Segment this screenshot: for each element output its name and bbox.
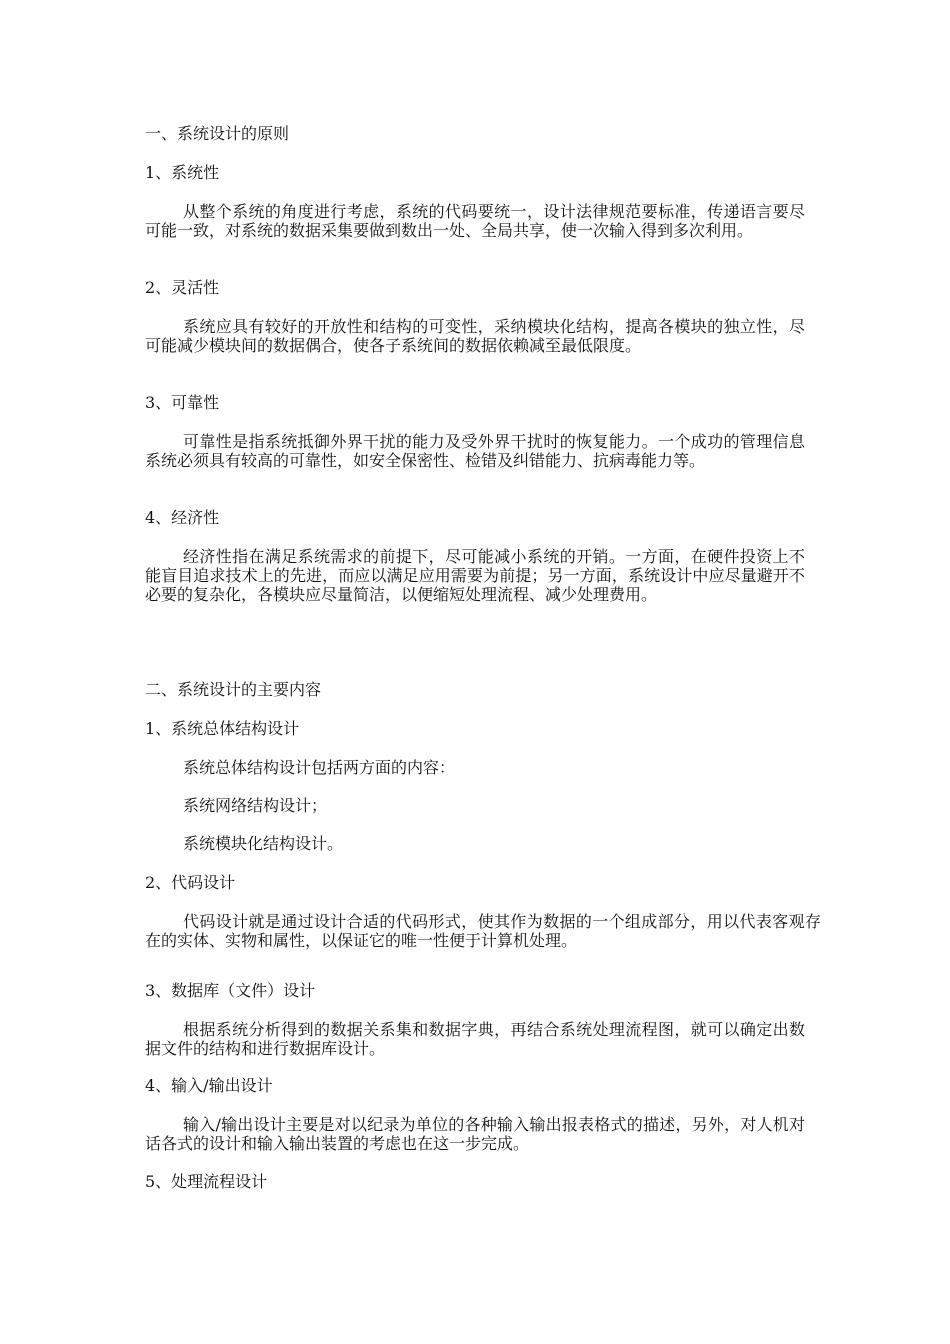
paragraph-flexibility: 系统应具有较好的开放性和结构的可变性，采纳模块化结构，提高各模块的独立性，尽可能减少模块间的数据偶合，使各子系统间的数据依赖减至最低限度。 — [145, 317, 805, 355]
heading-process-flow-design: 5、处理流程设计 — [145, 1172, 268, 1191]
heading-economy: 4、经济性 — [145, 508, 220, 527]
paragraph-code-design: 代码设计就是通过设计合适的代码形式，使其作为数据的一个组成部分，用以代表客观存在的实体、实物和属性，以保证它的唯一性便于计算机处理。 — [145, 912, 821, 950]
overall-structure-intro: 系统总体结构设计包括两方面的内容： — [183, 758, 456, 777]
heading-code-design: 2、代码设计 — [145, 873, 236, 892]
paragraph-economy: 经济性指在满足系统需求的前提下，尽可能减小系统的开销。一方面，在硬件投资上不能盲目追求技术上的先进，而应以满足应用需要为前提；另一方面，系统设计中应尽量避开不必要的复杂化，各模块应尽量简洁，以便缩短处理流程、减少处理费用。 — [145, 547, 805, 604]
paragraph-reliability: 可靠性是指系统抵御外界干扰的能力及受外界干扰时的恢复能力。一个成功的管理信息系统必须具有较高的可靠性，如安全保密性、检错及纠错能力、抗病毒能力等。 — [145, 432, 805, 470]
heading-reliability: 3、可靠性 — [145, 393, 220, 412]
heading-overall-structure: 1、系统总体结构设计 — [145, 719, 300, 738]
heading-flexibility: 2、灵活性 — [145, 278, 220, 297]
paragraph-io-design: 输入/输出设计主要是对以纪录为单位的各种输入输出报表格式的描述，另外，对人机对话各式的设计和输入输出装置的考虑也在这一步完成。 — [145, 1115, 805, 1153]
paragraph-systematic: 从整个系统的角度进行考虑，系统的代码要统一，设计法律规范要标准，传递语言要尽可能一致，对系统的数据采集要做到数出一处、全局共享，使一次输入得到多次利用。 — [145, 202, 805, 240]
overall-structure-network: 系统网络结构设计； — [183, 796, 328, 815]
paragraph-database-design: 根据系统分析得到的数据关系集和数据字典，再结合系统处理流程图，就可以确定出数据文件的结构和进行数据库设计。 — [145, 1020, 805, 1058]
overall-structure-modules: 系统模块化结构设计。 — [183, 834, 344, 853]
heading-systematic: 1、系统性 — [145, 163, 220, 182]
section-1-title: 一、系统设计的原则 — [145, 124, 290, 143]
section-2-title: 二、系统设计的主要内容 — [145, 680, 322, 699]
heading-io-design: 4、输入/输出设计 — [145, 1076, 273, 1095]
heading-database-design: 3、数据库（文件）设计 — [145, 981, 316, 1000]
